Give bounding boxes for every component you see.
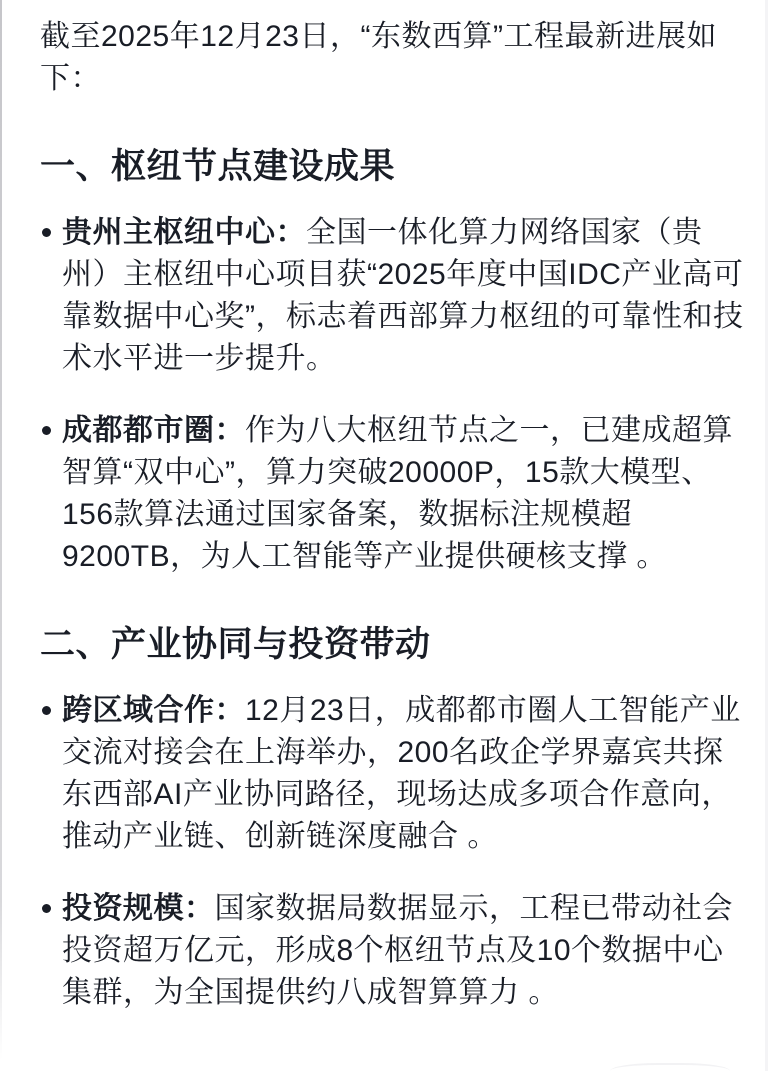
section-1-list <box>40 212 746 578</box>
item-text: 全国一体化算力网络国家（贵州）主枢纽中心项目获“2025年度中国IDC产业高可靠数据中心奖”，标志着西部算力枢纽的可靠性和技术水平进一步提升。 <box>62 216 744 375</box>
bullet-icon <box>42 904 51 913</box>
section-heading-2: 二、产业协同与投资带动 <box>40 625 431 664</box>
bottom-edge-artifact <box>610 1063 730 1071</box>
list-item <box>40 690 746 858</box>
list-item <box>40 888 746 1014</box>
item-text: 作为八大枢纽节点之一，已建成超算智算“双中心”，算力突破20000P，15款大模型、156款算法通过国家备案，数据标注规模超9200TB，为人工智能等产业提供硬核支撑 。 <box>62 414 733 573</box>
section-heading-1: 一、枢纽节点建设成果 <box>40 147 396 186</box>
item-label: 贵州主枢纽中心： <box>62 216 306 249</box>
bullet-icon <box>42 426 51 435</box>
item-text: 国家数据局数据显示，工程已带动社会投资超万亿元，形成8个枢纽节点及10个数据中心集群，为全国提供约八成智算算力 。 <box>62 892 733 1009</box>
list-item <box>40 212 746 380</box>
section-2-list <box>40 690 746 1014</box>
list-item <box>40 410 746 578</box>
item-label: 成都都市圈： <box>62 414 245 447</box>
intro-paragraph: 截至2025年12月23日，“东数西算”工程最新进展如下： <box>40 20 717 95</box>
item-label: 跨区域合作： <box>62 694 245 727</box>
item-label: 投资规模： <box>62 892 215 925</box>
left-edge-line <box>0 0 2 1060</box>
bullet-icon <box>42 706 51 715</box>
item-text: 12月23日，成都都市圈人工智能产业交流对接会在上海举办，200名政企学界嘉宾共探东西部AI产业协同路径，现场达成多项合作意向，推动产业链、创新链深度融合 。 <box>62 694 741 853</box>
bullet-icon <box>42 228 51 237</box>
